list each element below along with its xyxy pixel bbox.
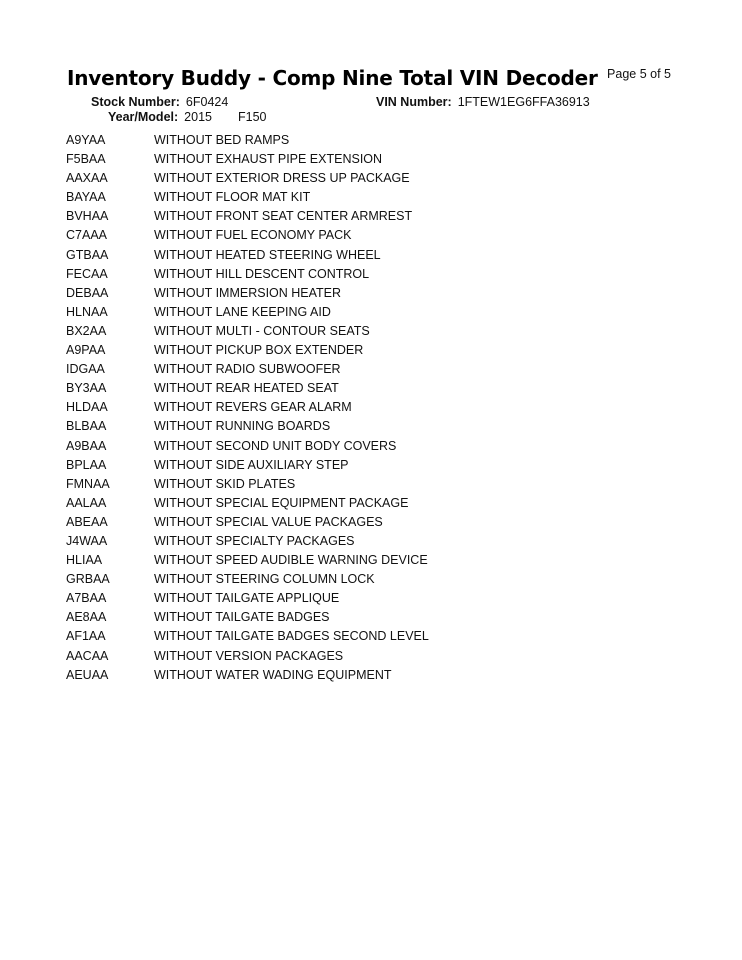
option-row <box>66 398 429 417</box>
option-row <box>66 169 429 188</box>
option-row <box>66 417 429 436</box>
option-code: J4WAA <box>66 533 108 548</box>
option-description: WITHOUT TAILGATE APPLIQUE <box>154 591 340 606</box>
option-description: WITHOUT SPECIAL VALUE PACKAGES <box>154 514 383 529</box>
option-row <box>66 456 429 475</box>
option-description: WITHOUT EXTERIOR DRESS UP PACKAGE <box>154 171 410 186</box>
option-row <box>66 341 429 360</box>
option-row <box>66 284 429 303</box>
option-description: WITHOUT TAILGATE BADGES <box>154 610 330 625</box>
year-value: 2015 <box>184 110 212 124</box>
option-row <box>66 647 429 666</box>
option-code: GTBAA <box>66 247 109 262</box>
option-code: C7AAA <box>66 228 107 243</box>
option-row <box>66 246 429 265</box>
option-code: AEUAA <box>66 667 109 682</box>
option-row <box>66 494 429 513</box>
stock-number-label: Stock Number: <box>91 95 180 109</box>
option-description: WITHOUT SPECIAL EQUIPMENT PACKAGE <box>154 495 409 510</box>
option-row <box>66 608 429 627</box>
option-description: WITHOUT LANE KEEPING AID <box>154 304 331 319</box>
option-description: WITHOUT REVERS GEAR ALARM <box>154 400 352 415</box>
option-description: WITHOUT SECOND UNIT BODY COVERS <box>154 438 397 453</box>
option-code: BPLAA <box>66 457 107 472</box>
option-row <box>66 513 429 532</box>
option-code-list <box>66 131 429 685</box>
option-code: BY3AA <box>66 381 107 396</box>
option-description: WITHOUT TAILGATE BADGES SECOND LEVEL <box>154 629 429 644</box>
option-code: IDGAA <box>66 362 105 377</box>
option-row <box>66 475 429 494</box>
option-description: WITHOUT FUEL ECONOMY PACK <box>154 228 352 243</box>
option-row <box>66 360 429 379</box>
vin-number <box>376 95 590 109</box>
option-description: WITHOUT REAR HEATED SEAT <box>154 381 339 396</box>
option-code: BX2AA <box>66 323 107 338</box>
option-description: WITHOUT FLOOR MAT KIT <box>154 190 311 205</box>
option-row <box>66 207 429 226</box>
option-description: WITHOUT RADIO SUBWOOFER <box>154 362 341 377</box>
option-code: FECAA <box>66 266 108 281</box>
option-code: GRBAA <box>66 572 110 587</box>
option-code: HLDAA <box>66 400 108 415</box>
year-model <box>108 110 266 124</box>
year-model-label: Year/Model: <box>108 110 179 124</box>
option-row <box>66 379 429 398</box>
option-row <box>66 226 429 245</box>
option-description: WITHOUT SKID PLATES <box>154 476 296 491</box>
option-code: HLNAA <box>66 304 108 319</box>
option-row <box>66 570 429 589</box>
option-description: WITHOUT BED RAMPS <box>154 133 290 147</box>
option-code: BAYAA <box>66 190 106 205</box>
option-row <box>66 437 429 456</box>
vin-number-label: VIN Number: <box>376 95 452 109</box>
stock-number <box>91 95 228 109</box>
option-code: AE8AA <box>66 610 107 625</box>
option-code: AALAA <box>66 495 107 510</box>
option-row <box>66 188 429 207</box>
option-description: WITHOUT IMMERSION HEATER <box>154 285 342 300</box>
option-code: A9YAA <box>66 133 106 147</box>
option-code: DEBAA <box>66 285 109 300</box>
option-code: HLIAA <box>66 553 103 568</box>
option-description: WITHOUT STEERING COLUMN LOCK <box>154 572 375 587</box>
option-code: BVHAA <box>66 209 109 224</box>
option-row <box>66 303 429 322</box>
option-code: A9BAA <box>66 438 107 453</box>
option-code: AACAA <box>66 648 109 663</box>
option-row <box>66 265 429 284</box>
option-code: A7BAA <box>66 591 107 606</box>
option-description: WITHOUT FRONT SEAT CENTER ARMREST <box>154 209 413 224</box>
option-description: WITHOUT HEATED STEERING WHEEL <box>154 247 381 262</box>
option-description: WITHOUT RUNNING BOARDS <box>154 419 331 434</box>
option-row <box>66 551 429 570</box>
option-code: BLBAA <box>66 419 107 434</box>
option-description: WITHOUT SPECIALTY PACKAGES <box>154 533 355 548</box>
option-row <box>66 627 429 646</box>
option-row <box>66 150 429 169</box>
option-description: WITHOUT VERSION PACKAGES <box>154 648 344 663</box>
option-description: WITHOUT SPEED AUDIBLE WARNING DEVICE <box>154 553 428 568</box>
stock-number-value: 6F0424 <box>185 95 229 109</box>
option-code: ABEAA <box>66 514 108 529</box>
option-code: F5BAA <box>66 152 106 167</box>
option-row <box>66 589 429 608</box>
option-code: AAXAA <box>66 171 108 186</box>
page-number: Page 5 of 5 <box>607 67 671 81</box>
option-row <box>66 322 429 341</box>
option-row <box>66 131 429 150</box>
option-description: WITHOUT SIDE AUXILIARY STEP <box>154 457 349 472</box>
option-code: A9PAA <box>66 343 106 358</box>
option-description: WITHOUT WATER WADING EQUIPMENT <box>154 667 392 682</box>
option-description: WITHOUT PICKUP BOX EXTENDER <box>154 343 364 358</box>
option-description: WITHOUT MULTI - CONTOUR SEATS <box>154 323 370 338</box>
model-value: F150 <box>237 110 267 124</box>
option-code: FMNAA <box>66 476 110 491</box>
vin-number-value: 1FTEW1EG6FFA36913 <box>457 95 590 109</box>
option-row <box>66 532 429 551</box>
option-code: AF1AA <box>66 629 106 644</box>
page-title: Inventory Buddy - Comp Nine Total VIN Decoder <box>67 66 598 90</box>
option-description: WITHOUT HILL DESCENT CONTROL <box>154 266 370 281</box>
option-description: WITHOUT EXHAUST PIPE EXTENSION <box>154 152 383 167</box>
option-row <box>66 666 429 685</box>
